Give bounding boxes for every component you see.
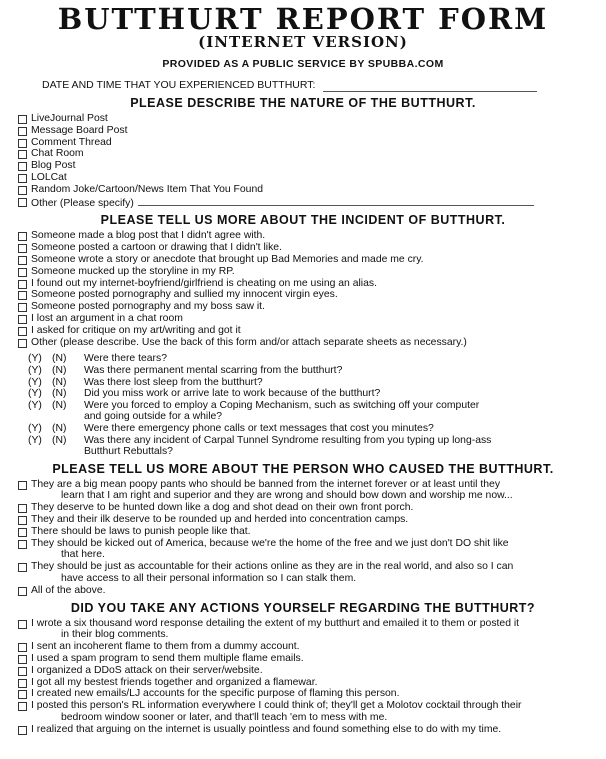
item-text: LiveJournal Post	[31, 113, 108, 124]
list-item	[18, 242, 606, 254]
person-heading: PLEASE TELL US MORE ABOUT THE PERSON WHO CAUSED THE BUTTHURT.	[52, 461, 554, 476]
yes-no-question	[28, 400, 606, 423]
question-line: Was there permanent mental scarring from the butthurt?	[84, 364, 343, 376]
list-item	[18, 724, 606, 736]
question-line: Were there tears?	[84, 353, 167, 365]
list-item	[18, 301, 606, 313]
yes-no-question	[28, 365, 606, 377]
nature-heading: PLEASE DESCRIBE THE NATURE OF THE BUTTHURT.	[130, 96, 476, 110]
question-text	[76, 435, 491, 458]
list-item	[18, 337, 606, 349]
provided-by: PROVIDED AS A PUBLIC SERVICE BY SPUBBA.COM	[162, 58, 444, 70]
yes-no-question	[28, 423, 606, 435]
checkbox[interactable]	[18, 127, 27, 136]
question-text	[76, 388, 380, 400]
checkbox[interactable]	[18, 327, 27, 336]
item-text: I realized that arguing on the internet is usually pointless and found something else to do with my time.	[31, 723, 502, 735]
item-text: Someone posted pornography and sullied my innocent virgin eyes.	[31, 289, 338, 301]
item-text: Chat Room	[31, 148, 84, 160]
item-text: There should be laws to punish people like that.	[31, 525, 251, 537]
list-item	[18, 278, 606, 290]
question-line: Were you forced to employ a Coping Mechanism, such as switching off your computer	[84, 399, 480, 411]
other-specify-field[interactable]	[138, 196, 534, 206]
list-item	[18, 688, 606, 700]
question-line: Was there any incident of Carpal Tunnel Syndrome resulting from you typing up long-ass	[84, 434, 492, 446]
item-text: I organized a DDoS attack on their server/website.	[31, 664, 263, 676]
actions-list	[18, 618, 606, 736]
checkbox[interactable]	[18, 563, 27, 572]
list-item	[18, 113, 606, 125]
yes-no-question	[28, 353, 606, 365]
actions-heading: DID YOU TAKE ANY ACTIONS YOURSELF REGARDING THE BUTTHURT?	[70, 600, 536, 615]
item-text: Someone wrote a story or anecdote that brought up Bad Memories and made me cry.	[31, 253, 424, 265]
nature-list	[18, 113, 606, 209]
checkbox[interactable]	[18, 481, 27, 490]
checkbox[interactable]	[18, 232, 27, 241]
no-option[interactable]: (N)	[52, 434, 67, 446]
item-text: Someone made a blog post that I didn't agree with.	[31, 230, 266, 242]
list-item	[18, 289, 606, 301]
yes-no-question	[28, 377, 606, 389]
item-text-continued: in their blog comments.	[61, 629, 169, 641]
list-item	[18, 325, 606, 337]
item-text: Comment Thread	[31, 136, 112, 148]
list-item	[18, 538, 606, 562]
list-item	[18, 172, 606, 184]
yes-no-question	[28, 388, 606, 400]
item-text-continued: bedroom window sooner or later, and that'll teach 'em to mess with me.	[61, 712, 388, 724]
item-text-continued: that here.	[61, 549, 105, 561]
list-item	[18, 502, 606, 514]
list-item	[18, 526, 606, 538]
checkbox[interactable]	[18, 174, 27, 183]
item-text: I asked for critique on my art/writing and got it	[31, 324, 241, 336]
list-item	[18, 677, 606, 689]
checkbox[interactable]	[18, 186, 27, 195]
form-subtitle: (INTERNET VERSION)	[198, 33, 408, 51]
form-title: BUTTHURT REPORT FORM	[57, 2, 549, 36]
checkbox[interactable]	[18, 198, 27, 207]
checkbox[interactable]	[18, 268, 27, 277]
item-text: I wrote a six thousand word response detailing the extent of my butthurt and emailed it to them or posted it	[31, 617, 520, 629]
no-option[interactable]: (N)	[52, 399, 67, 411]
list-item	[18, 230, 606, 242]
yes-option[interactable]: (Y)	[28, 353, 42, 365]
list-item	[18, 254, 606, 266]
checkbox[interactable]	[18, 139, 27, 148]
item-text: Random Joke/Cartoon/News Item That You Found	[31, 183, 263, 195]
checkbox[interactable]	[18, 620, 27, 629]
item-text: They deserve to be hunted down like a dog and shot dead on their own front porch.	[31, 502, 414, 514]
list-item	[18, 561, 606, 585]
list-item	[18, 653, 606, 665]
yes-option[interactable]: (Y)	[28, 364, 42, 376]
yes-option[interactable]: (Y)	[28, 376, 42, 388]
yes-option[interactable]: (Y)	[28, 434, 42, 446]
checkbox[interactable]	[18, 256, 27, 265]
list-item	[18, 514, 606, 526]
checkbox[interactable]	[18, 726, 27, 735]
list-item	[18, 137, 606, 149]
list-item	[18, 196, 606, 210]
item-text: Message Board Post	[31, 124, 128, 136]
question-line: Did you miss work or arrive late to work because of the butthurt?	[84, 388, 381, 400]
yes-no-question	[28, 435, 606, 458]
question-line-continued: Butthurt Rebuttals?	[84, 446, 173, 458]
checkbox[interactable]	[18, 280, 27, 289]
item-text: Other (please describe. Use the back of this form and/or attach separate sheets as necessary.)	[31, 336, 467, 348]
person-list	[18, 479, 606, 597]
item-text: Someone posted a cartoon or drawing that I didn't like.	[31, 242, 282, 254]
checkbox[interactable]	[18, 528, 27, 537]
yes-option[interactable]: (Y)	[28, 422, 42, 434]
no-option[interactable]: (N)	[52, 376, 67, 388]
item-text: They are a big mean poopy pants who should be banned from the internet forever or at least until they	[31, 478, 501, 490]
item-text: I used a spam program to send them multiple flame emails.	[31, 653, 304, 665]
item-text-continued: have access to all their personal information so I can stalk them.	[61, 573, 357, 585]
date-field[interactable]	[323, 81, 537, 92]
item-text: I sent an incoherent flame to them from a dummy account.	[31, 641, 300, 653]
checkbox[interactable]	[18, 667, 27, 676]
checkbox[interactable]	[18, 679, 27, 688]
question-text	[76, 353, 167, 365]
yes-no-questions	[28, 353, 606, 457]
item-text: Blog Post	[31, 160, 76, 172]
no-option[interactable]: (N)	[52, 388, 67, 400]
item-text: They and their ilk deserve to be rounded up and herded into concentration camps.	[31, 514, 409, 526]
checkbox[interactable]	[18, 643, 27, 652]
item-text: I created new emails/LJ accounts for the specific purpose of flaming this person.	[31, 688, 400, 700]
date-line	[42, 79, 606, 92]
list-item	[18, 641, 606, 653]
item-text: I found out my internet-boyfriend/girlfriend is cheating on me using an alias.	[31, 277, 377, 289]
checkbox[interactable]	[18, 115, 27, 124]
question-text	[76, 400, 479, 423]
question-line: Were there emergency phone calls or text messages that cost you minutes?	[84, 422, 434, 434]
item-text: Other (Please specify)	[31, 197, 134, 209]
date-label: DATE AND TIME THAT YOU EXPERIENCED BUTTHURT:	[42, 79, 316, 91]
no-option[interactable]: (N)	[52, 364, 67, 376]
list-item	[18, 125, 606, 137]
list-item	[18, 313, 606, 325]
list-item	[18, 665, 606, 677]
checkbox[interactable]	[18, 540, 27, 549]
item-text: LOLCat	[31, 171, 67, 183]
no-option[interactable]: (N)	[52, 422, 67, 434]
list-item	[18, 479, 606, 503]
checkbox[interactable]	[18, 315, 27, 324]
no-option[interactable]: (N)	[52, 353, 67, 365]
list-item	[18, 618, 606, 642]
checkbox[interactable]	[18, 690, 27, 699]
item-text-continued: learn that I am right and superior and they are wrong and should bow down and worship me now...	[61, 490, 513, 502]
item-text: All of the above.	[31, 584, 106, 596]
checkbox[interactable]	[18, 702, 27, 711]
checkbox[interactable]	[18, 303, 27, 312]
list-item	[18, 148, 606, 160]
incident-heading: PLEASE TELL US MORE ABOUT THE INCIDENT OF BUTTHURT.	[100, 213, 506, 228]
list-item	[18, 160, 606, 172]
checkbox[interactable]	[18, 291, 27, 300]
question-line-continued: and going outside for a while?	[84, 411, 223, 423]
item-text: Someone mucked up the storyline in my RP.	[31, 265, 235, 277]
item-text: I got all my bestest friends together and organized a flamewar.	[31, 676, 318, 688]
checkbox[interactable]	[18, 587, 27, 596]
checkbox[interactable]	[18, 162, 27, 171]
checkbox[interactable]	[18, 655, 27, 664]
list-item	[18, 585, 606, 597]
incident-list	[18, 230, 606, 348]
yes-option[interactable]: (Y)	[28, 388, 42, 400]
list-item	[18, 700, 606, 724]
checkbox[interactable]	[18, 244, 27, 253]
checkbox[interactable]	[18, 516, 27, 525]
checkbox[interactable]	[18, 504, 27, 513]
checkbox[interactable]	[18, 339, 27, 348]
item-text: I lost an argument in a chat room	[31, 312, 183, 324]
checkbox[interactable]	[18, 150, 27, 159]
item-text: I posted this person's RL information everywhere I could think of; they'll get a Molotov cocktail through their	[31, 700, 522, 712]
list-item	[18, 184, 606, 196]
question-line: Was there lost sleep from the butthurt?	[84, 376, 263, 388]
item-text: They should be just as accountable for their actions online as they are in the real world, and also so I can	[31, 561, 514, 573]
item-text: They should be kicked out of America, because we're the home of the free and we just don't DO shit like	[31, 537, 509, 549]
item-text: Someone posted pornography and my boss saw it.	[31, 301, 265, 313]
question-text	[76, 377, 263, 389]
question-text	[76, 423, 434, 435]
question-text	[76, 365, 342, 377]
yes-option[interactable]: (Y)	[28, 399, 42, 411]
list-item	[18, 266, 606, 278]
